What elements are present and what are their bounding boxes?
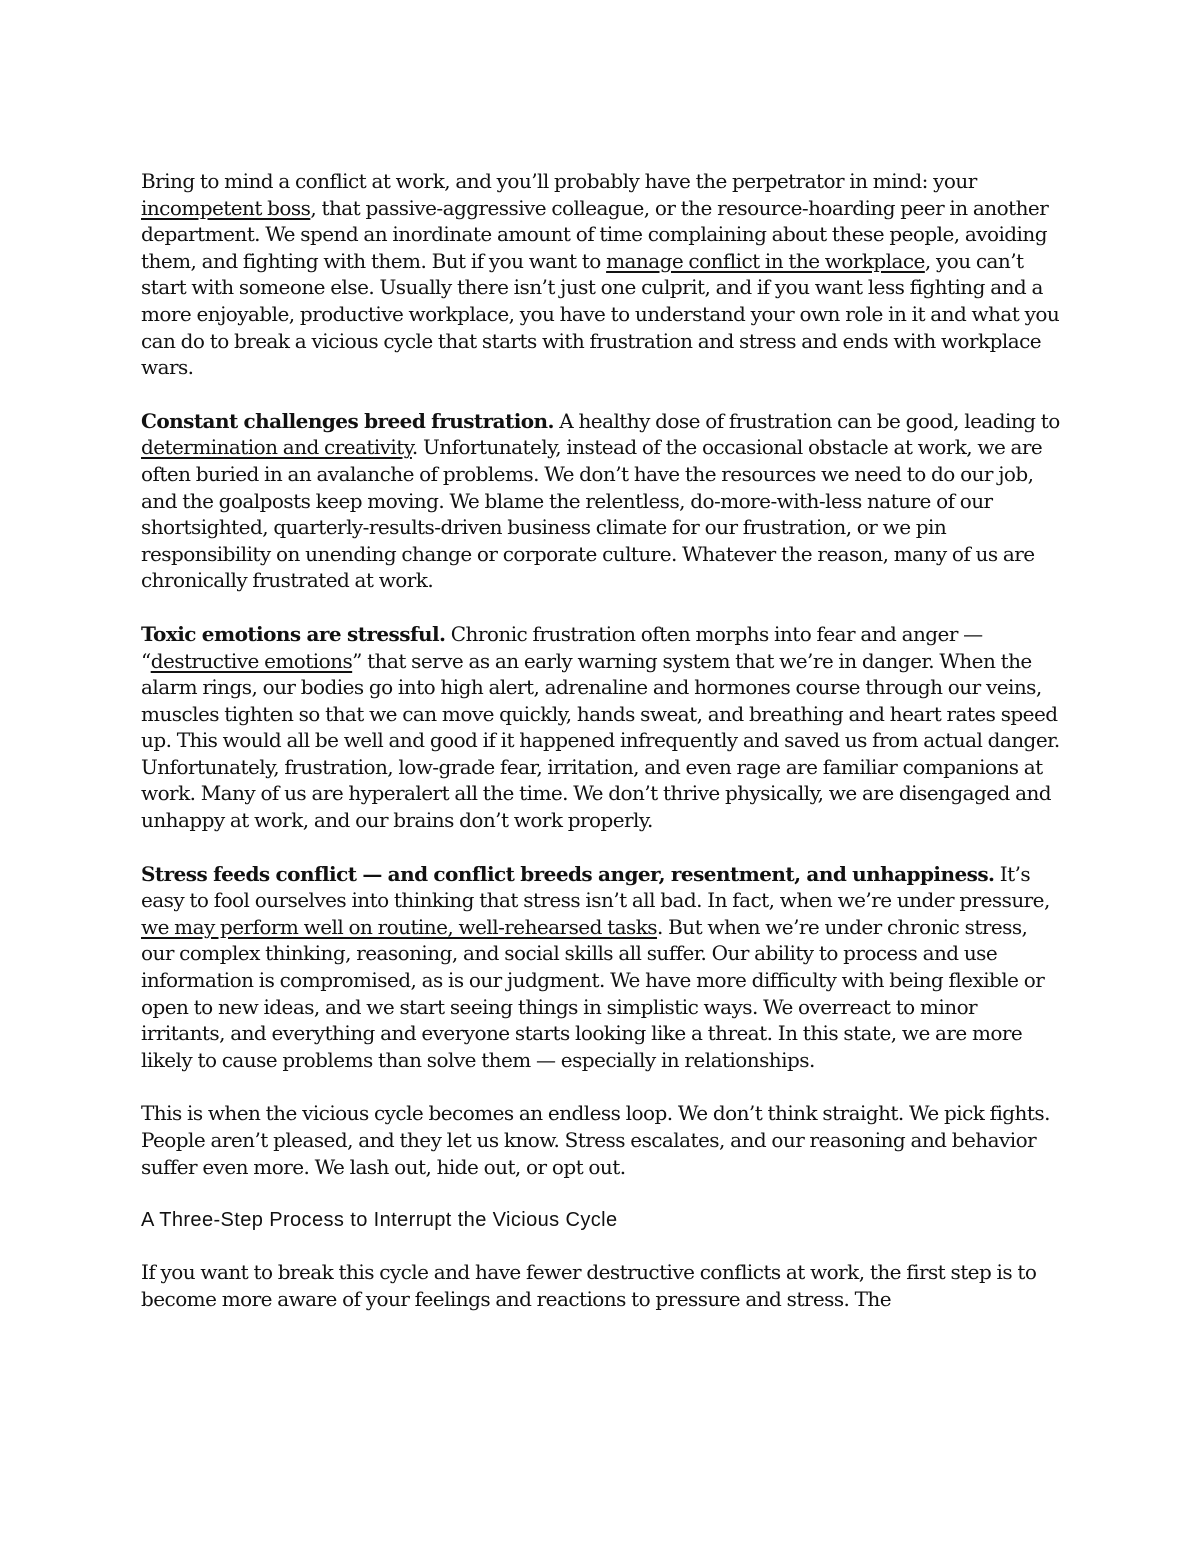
paragraph-text: It’s easy to fool ourselves into thinking that stress isn’t all bad. In fact, when we’re under pressure, xyxy=(141,861,1050,913)
paragraph-intro xyxy=(141,168,1063,381)
document-page xyxy=(141,168,1063,1339)
paragraph-first-step xyxy=(141,1259,1063,1312)
paragraph-stress-conflict xyxy=(141,861,1063,1074)
paragraph-text: Bring to mind a conflict at work, and you’ll probably have the perpetrator in mind: your xyxy=(141,169,977,193)
paragraph-text: , that passive-aggressive colleague, or the resource-hoarding peer in another department. We spend an inordinate amount of time complaining about these people, avoiding them, and fighting with them. But if you want to xyxy=(141,195,1049,273)
paragraph-text: . Unfortunately, instead of the occasional obstacle at work, we are often buried in an avalanche of problems. We don’t have the resources we need to do our job, and the goalposts keep moving. We blame the relentless, do-more-with-less nature of our shortsighted, quarterly-results-driven business climate for our frustration, or we pin responsibility on unending change or corporate culture. Whatever the reason, many of us are chronically frustrated at work. xyxy=(141,435,1043,593)
incompetent-boss-link[interactable]: incompetent boss xyxy=(141,195,311,220)
perform-well-link[interactable]: we may perform well on routine, well-rehearsed tasks xyxy=(141,914,657,939)
destructive-emotions-link[interactable]: destructive emotions xyxy=(150,648,353,673)
paragraph-text: ” that serve as an early warning system that we’re in danger. When the alarm rings, our bodies go into high alert, adrenaline and hormones course through our veins, muscles tighten so that we can move quickly, hands sweat, and breathing and heart rates speed up. This would all be well and good if it happened infrequently and saved us from actual danger. Unfortunately, frustration, low-grade fear, irritation, and even rage are familiar companions at work. Many of us are hyperalert all the time. We don’t thrive physically, we are disengaged and unhappy at work, and our brains don’t work properly. xyxy=(141,648,1060,833)
paragraph-toxic-emotions xyxy=(141,621,1063,834)
paragraph-lead: Constant challenges breed frustration. xyxy=(141,408,554,433)
paragraph-text: If you want to break this cycle and have fewer destructive conflicts at work, the first step is to become more aware of your feelings and reactions to pressure and stress. The xyxy=(141,1260,1037,1311)
paragraph-lead: Toxic emotions are stressful. xyxy=(141,621,446,646)
paragraph-lead: Stress feeds conflict — and conflict breeds anger, resentment, and unhappiness. xyxy=(141,861,995,886)
section-heading: A Three-Step Process to Interrupt the Vicious Cycle xyxy=(141,1209,618,1232)
paragraph-text: This is when the vicious cycle becomes an endless loop. We don’t think straight. We pick fights. People aren’t pleased, and they let us know. Stress escalates, and our reasoning and behavior suffer even more. We lash out, hide out, or opt out. xyxy=(141,1101,1050,1179)
paragraph-text: A healthy dose of frustration can be good, leading to xyxy=(553,408,1060,433)
paragraph-frustration xyxy=(141,408,1063,594)
paragraph-text: Chronic frustration often morphs into fear and anger — “ xyxy=(141,621,983,673)
paragraph-vicious-cycle xyxy=(141,1100,1063,1180)
paragraph-text: , you can’t start with someone else. Usually there isn’t just one culprit, and if you want less fighting and a more enjoyable, productive workplace, you have to understand your own role in it and what you can do to break a vicious cycle that starts with frustration and stress and ends with workplace wars. xyxy=(141,248,1060,380)
manage-conflict-link[interactable]: manage conflict in the workplace xyxy=(606,248,925,273)
determination-creativity-link[interactable]: determination and creativity xyxy=(141,435,412,460)
paragraph-text: . But when we’re under chronic stress, our complex thinking, reasoning, and social skills all suffer. Our ability to process and use information is compromised, as is our judgment. We have more difficulty with being flexible or open to new ideas, and we start seeing things in simplistic ways. We overreact to minor irritants, and everything and everyone starts looking like a threat. In this state, we are more likely to cause problems than solve them — especially in relationships. xyxy=(141,914,1045,1072)
